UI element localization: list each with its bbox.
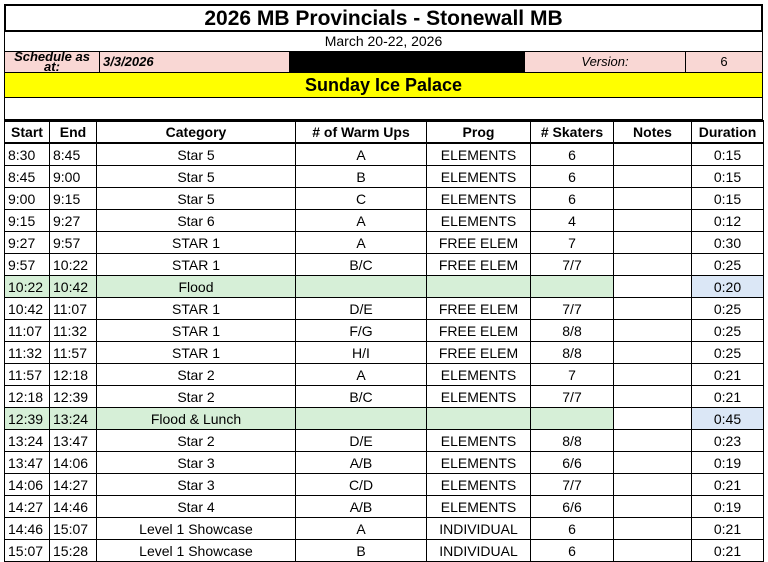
header-row bbox=[5, 121, 764, 143]
cell-skaters bbox=[531, 276, 614, 298]
cell-notes bbox=[614, 474, 692, 496]
cell-notes bbox=[614, 342, 692, 364]
cell-duration: 0:21 bbox=[692, 386, 764, 408]
cell-end: 12:18 bbox=[50, 364, 97, 386]
col-start: Start bbox=[5, 121, 50, 143]
cell-category: Level 1 Showcase bbox=[97, 518, 296, 540]
cell-category: Star 5 bbox=[97, 188, 296, 210]
cell-duration: 0:25 bbox=[692, 342, 764, 364]
cell-prog: FREE ELEM bbox=[427, 254, 531, 276]
cell-start: 11:07 bbox=[5, 320, 50, 342]
cell-skaters: 7 bbox=[531, 364, 614, 386]
cell-notes bbox=[614, 188, 692, 210]
cell-warmups: A bbox=[296, 232, 427, 254]
col-end: End bbox=[50, 121, 97, 143]
cell-skaters bbox=[531, 408, 614, 430]
cell-category: Star 5 bbox=[97, 143, 296, 166]
table-row bbox=[5, 320, 764, 342]
cell-prog: ELEMENTS bbox=[427, 143, 531, 166]
cell-skaters: 7/7 bbox=[531, 386, 614, 408]
cell-duration: 0:25 bbox=[692, 254, 764, 276]
cell-notes bbox=[614, 430, 692, 452]
cell-end: 13:24 bbox=[50, 408, 97, 430]
table-row bbox=[5, 232, 764, 254]
cell-duration: 0:21 bbox=[692, 364, 764, 386]
cell-skaters: 8/8 bbox=[531, 320, 614, 342]
cell-end: 15:28 bbox=[50, 540, 97, 562]
cell-category: Star 2 bbox=[97, 386, 296, 408]
cell-duration: 0:15 bbox=[692, 188, 764, 210]
col-duration: Duration bbox=[692, 121, 764, 143]
table-row bbox=[5, 518, 764, 540]
blank-row bbox=[4, 98, 763, 120]
cell-start: 15:07 bbox=[5, 540, 50, 562]
cell-category: Star 5 bbox=[97, 166, 296, 188]
cell-duration: 0:45 bbox=[692, 408, 764, 430]
cell-warmups: D/E bbox=[296, 298, 427, 320]
cell-warmups: A bbox=[296, 210, 427, 232]
cell-end: 15:07 bbox=[50, 518, 97, 540]
table-row bbox=[5, 540, 764, 562]
cell-skaters: 6/6 bbox=[531, 452, 614, 474]
cell-category: Star 2 bbox=[97, 364, 296, 386]
cell-notes bbox=[614, 232, 692, 254]
cell-category: Level 1 Showcase bbox=[97, 540, 296, 562]
col-category: Category bbox=[97, 121, 296, 143]
cell-prog: INDIVIDUAL bbox=[427, 540, 531, 562]
cell-notes bbox=[614, 452, 692, 474]
cell-prog: FREE ELEM bbox=[427, 298, 531, 320]
table-row bbox=[5, 474, 764, 496]
cell-category: Flood bbox=[97, 276, 296, 298]
cell-notes bbox=[614, 518, 692, 540]
cell-category: Star 6 bbox=[97, 210, 296, 232]
schedule-date: 3/3/2026 bbox=[99, 52, 290, 73]
cell-warmups: A/B bbox=[296, 452, 427, 474]
cell-duration: 0:30 bbox=[692, 232, 764, 254]
table-row bbox=[5, 386, 764, 408]
cell-notes bbox=[614, 364, 692, 386]
cell-skaters: 4 bbox=[531, 210, 614, 232]
cell-start: 13:47 bbox=[5, 452, 50, 474]
cell-category: Star 2 bbox=[97, 430, 296, 452]
table-row bbox=[5, 452, 764, 474]
cell-skaters: 6 bbox=[531, 188, 614, 210]
cell-notes bbox=[614, 166, 692, 188]
cell-start: 13:24 bbox=[5, 430, 50, 452]
cell-end: 10:22 bbox=[50, 254, 97, 276]
cell-prog: ELEMENTS bbox=[427, 430, 531, 452]
cell-warmups: B/C bbox=[296, 254, 427, 276]
table-row bbox=[5, 298, 764, 320]
cell-duration: 0:12 bbox=[692, 210, 764, 232]
cell-skaters: 7/7 bbox=[531, 254, 614, 276]
cell-duration: 0:25 bbox=[692, 320, 764, 342]
cell-prog: FREE ELEM bbox=[427, 320, 531, 342]
cell-end: 11:32 bbox=[50, 320, 97, 342]
cell-start: 11:57 bbox=[5, 364, 50, 386]
sheet-title: 2026 MB Provincials - Stonewall MB bbox=[4, 4, 763, 32]
col-warmups: # of Warm Ups bbox=[296, 121, 427, 143]
cell-warmups: A bbox=[296, 143, 427, 166]
cell-duration: 0:20 bbox=[692, 276, 764, 298]
cell-notes bbox=[614, 408, 692, 430]
cell-category: Star 3 bbox=[97, 452, 296, 474]
cell-end: 11:57 bbox=[50, 342, 97, 364]
table-row bbox=[5, 188, 764, 210]
cell-end: 9:00 bbox=[50, 166, 97, 188]
cell-warmups: A bbox=[296, 364, 427, 386]
cell-start: 12:18 bbox=[5, 386, 50, 408]
cell-duration: 0:19 bbox=[692, 496, 764, 518]
cell-duration: 0:21 bbox=[692, 518, 764, 540]
cell-category: Star 4 bbox=[97, 496, 296, 518]
cell-duration: 0:25 bbox=[692, 298, 764, 320]
cell-end: 8:45 bbox=[50, 143, 97, 166]
cell-start: 11:32 bbox=[5, 342, 50, 364]
cell-skaters: 6/6 bbox=[531, 496, 614, 518]
cell-duration: 0:19 bbox=[692, 452, 764, 474]
cell-prog bbox=[427, 276, 531, 298]
cell-notes bbox=[614, 143, 692, 166]
cell-end: 14:46 bbox=[50, 496, 97, 518]
cell-warmups: F/G bbox=[296, 320, 427, 342]
table-row bbox=[5, 254, 764, 276]
cell-prog: ELEMENTS bbox=[427, 474, 531, 496]
version-value: 6 bbox=[685, 52, 763, 73]
table-row bbox=[5, 430, 764, 452]
cell-notes bbox=[614, 276, 692, 298]
flood-row bbox=[5, 276, 764, 298]
cell-skaters: 6 bbox=[531, 518, 614, 540]
cell-end: 9:15 bbox=[50, 188, 97, 210]
cell-skaters: 7/7 bbox=[531, 474, 614, 496]
cell-duration: 0:21 bbox=[692, 474, 764, 496]
cell-start: 9:00 bbox=[5, 188, 50, 210]
cell-notes bbox=[614, 298, 692, 320]
table-row bbox=[5, 342, 764, 364]
cell-notes bbox=[614, 320, 692, 342]
col-notes: Notes bbox=[614, 121, 692, 143]
table-row bbox=[5, 143, 764, 166]
cell-warmups bbox=[296, 408, 427, 430]
cell-category: STAR 1 bbox=[97, 232, 296, 254]
cell-prog: FREE ELEM bbox=[427, 342, 531, 364]
cell-warmups: B/C bbox=[296, 386, 427, 408]
cell-prog: ELEMENTS bbox=[427, 386, 531, 408]
cell-start: 10:42 bbox=[5, 298, 50, 320]
cell-end: 14:06 bbox=[50, 452, 97, 474]
schedule-table bbox=[4, 120, 764, 562]
cell-warmups: C bbox=[296, 188, 427, 210]
cell-duration: 0:15 bbox=[692, 166, 764, 188]
cell-end: 12:39 bbox=[50, 386, 97, 408]
cell-start: 9:27 bbox=[5, 232, 50, 254]
cell-skaters: 8/8 bbox=[531, 342, 614, 364]
cell-skaters: 7/7 bbox=[531, 298, 614, 320]
cell-duration: 0:23 bbox=[692, 430, 764, 452]
cell-notes bbox=[614, 540, 692, 562]
cell-category: STAR 1 bbox=[97, 254, 296, 276]
col-skaters: # Skaters bbox=[531, 121, 614, 143]
cell-start: 8:30 bbox=[5, 143, 50, 166]
cell-end: 10:42 bbox=[50, 276, 97, 298]
cell-notes bbox=[614, 386, 692, 408]
table-row bbox=[5, 496, 764, 518]
cell-start: 10:22 bbox=[5, 276, 50, 298]
schedule-as-at-label: Schedule as at: bbox=[4, 52, 100, 73]
cell-start: 8:45 bbox=[5, 166, 50, 188]
venue-banner: Sunday Ice Palace bbox=[4, 73, 763, 98]
redacted-cell bbox=[289, 52, 525, 73]
cell-end: 13:47 bbox=[50, 430, 97, 452]
cell-prog: ELEMENTS bbox=[427, 364, 531, 386]
cell-end: 9:57 bbox=[50, 232, 97, 254]
cell-warmups: D/E bbox=[296, 430, 427, 452]
cell-warmups: C/D bbox=[296, 474, 427, 496]
cell-prog bbox=[427, 408, 531, 430]
cell-start: 9:15 bbox=[5, 210, 50, 232]
cell-category: STAR 1 bbox=[97, 298, 296, 320]
table-row bbox=[5, 166, 764, 188]
cell-notes bbox=[614, 496, 692, 518]
flood-row bbox=[5, 408, 764, 430]
cell-warmups: B bbox=[296, 166, 427, 188]
cell-category: Star 3 bbox=[97, 474, 296, 496]
cell-skaters: 6 bbox=[531, 540, 614, 562]
cell-start: 12:39 bbox=[5, 408, 50, 430]
cell-warmups: A/B bbox=[296, 496, 427, 518]
cell-prog: INDIVIDUAL bbox=[427, 518, 531, 540]
cell-prog: ELEMENTS bbox=[427, 188, 531, 210]
cell-skaters: 8/8 bbox=[531, 430, 614, 452]
cell-warmups: A bbox=[296, 518, 427, 540]
cell-category: STAR 1 bbox=[97, 342, 296, 364]
cell-prog: ELEMENTS bbox=[427, 496, 531, 518]
cell-skaters: 6 bbox=[531, 143, 614, 166]
col-prog: Prog bbox=[427, 121, 531, 143]
cell-start: 14:27 bbox=[5, 496, 50, 518]
cell-skaters: 7 bbox=[531, 232, 614, 254]
table-row bbox=[5, 210, 764, 232]
event-dates: March 20-22, 2026 bbox=[4, 31, 763, 52]
cell-duration: 0:15 bbox=[692, 143, 764, 166]
cell-end: 11:07 bbox=[50, 298, 97, 320]
cell-start: 14:06 bbox=[5, 474, 50, 496]
cell-prog: ELEMENTS bbox=[427, 166, 531, 188]
cell-category: STAR 1 bbox=[97, 320, 296, 342]
cell-notes bbox=[614, 210, 692, 232]
cell-warmups: B bbox=[296, 540, 427, 562]
cell-prog: ELEMENTS bbox=[427, 210, 531, 232]
cell-notes bbox=[614, 254, 692, 276]
cell-prog: ELEMENTS bbox=[427, 452, 531, 474]
cell-warmups bbox=[296, 276, 427, 298]
cell-start: 9:57 bbox=[5, 254, 50, 276]
cell-category: Flood & Lunch bbox=[97, 408, 296, 430]
cell-end: 9:27 bbox=[50, 210, 97, 232]
table-row bbox=[5, 364, 764, 386]
cell-start: 14:46 bbox=[5, 518, 50, 540]
cell-duration: 0:21 bbox=[692, 540, 764, 562]
cell-prog: FREE ELEM bbox=[427, 232, 531, 254]
cell-skaters: 6 bbox=[531, 166, 614, 188]
cell-end: 14:27 bbox=[50, 474, 97, 496]
cell-warmups: H/I bbox=[296, 342, 427, 364]
version-label: Version: bbox=[524, 52, 686, 73]
